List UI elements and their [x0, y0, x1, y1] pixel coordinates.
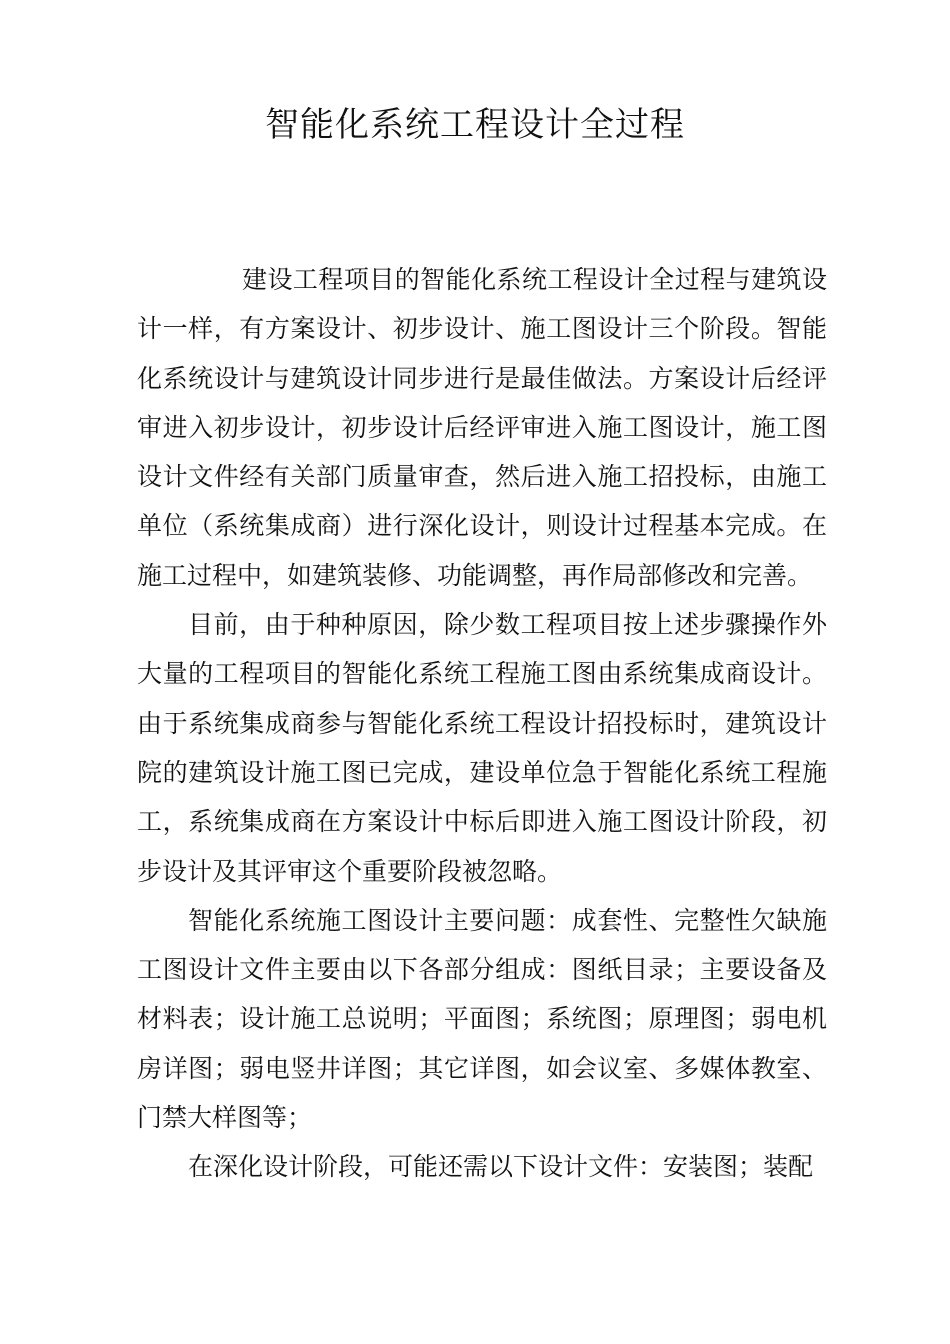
document-title: 智能化系统工程设计全过程 — [265, 105, 685, 145]
paragraph-3: 智能化系统施工图设计主要问题：成套性、完整性欠缺施工图设计文件主要由以下各部分组成：图纸目录；主要设备及材料表；设计施工总说明；平面图；系统图；原理图；弱电机房详图；弱电竖井详图；其它详图，如会议室、多媒体教室、门禁大样图等； — [137, 905, 827, 1133]
paragraph-4: 在深化设计阶段，可能还需以下设计文件：安装图；装配 — [188, 1152, 814, 1182]
paragraph-2: 目前，由于种种原因，除少数工程项目按上述步骤操作外大量的工程项目的智能化系统工程施工图由系统集成商设计。由于系统集成商参与智能化系统工程设计招投标时，建筑设计院的建筑设计施工图已完成，建设单位急于智能化系统工程施工，系统集成商在方案设计中标后即进入施工图设计阶段，初步设计及其评审这个重要阶段被忽略。 — [137, 610, 827, 886]
paragraph-1: 建设工程项目的智能化系统工程设计全过程与建筑设计一样，有方案设计、初步设计、施工图设计三个阶段。智能化系统设计与建筑设计同步进行是最佳做法。方案设计后经评审进入初步设计，初步设计后经评审进入施工图设计，施工图设计文件经有关部门质量审查，然后进入施工招投标，由施工单位（系统集成商）进行深化设计，则设计过程基本完成。在施工过程中，如建筑装修、功能调整，再作局部修改和完善。 — [137, 265, 827, 590]
document-body — [137, 255, 827, 1192]
